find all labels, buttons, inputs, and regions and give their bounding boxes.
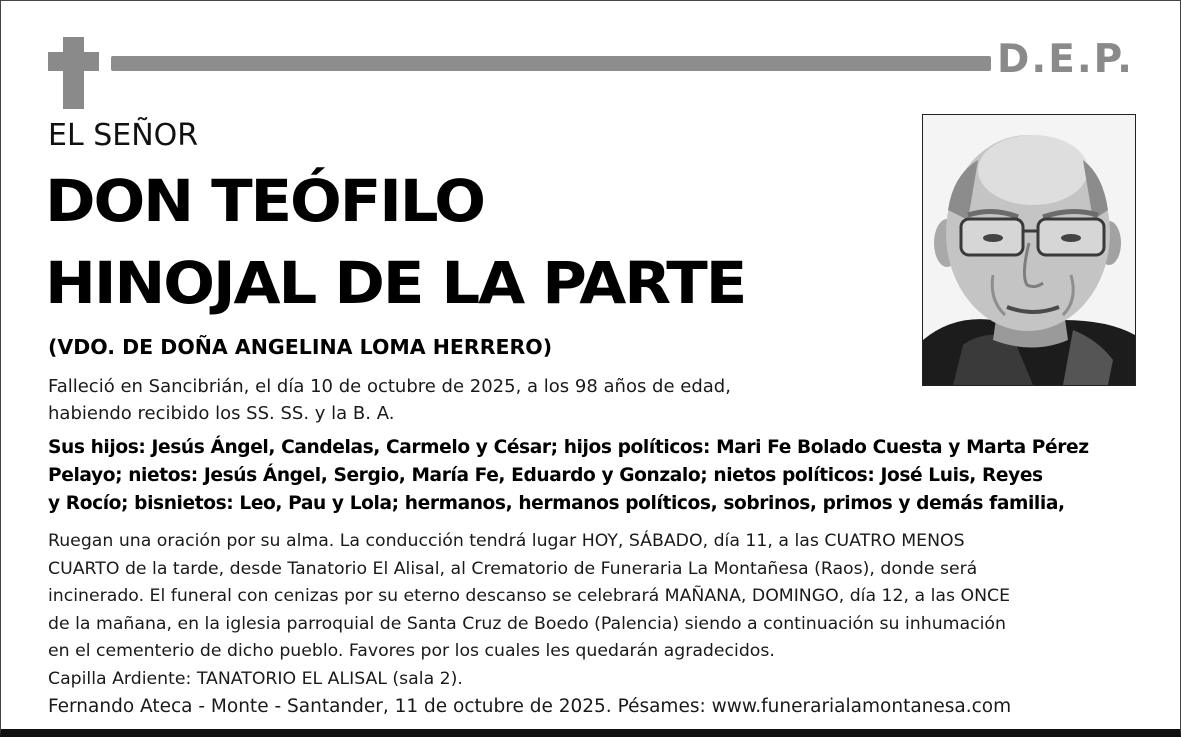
deceased-name-line1: DON TEÓFILO — [45, 167, 484, 235]
death-paragraph — [48, 373, 731, 427]
service-line: en el cementerio de dicho pueblo. Favores por los cuales les quedarán agradecidos. — [48, 641, 775, 661]
cross-icon — [48, 37, 99, 109]
family-line: Pelayo; nietos: Jesús Ángel, Sergio, María Fe, Eduardo y Gonzalo; nietos políticos: José Luis, Reyes — [48, 465, 1043, 486]
service-line: Ruegan una oración por su alma. La conducción tendrá lugar HOY, SÁBADO, día 11, a las CUATRO MENOS — [48, 531, 965, 551]
family-paragraph — [48, 434, 1089, 518]
header-rule — [111, 56, 991, 71]
family-line: Sus hijos: Jesús Ángel, Candelas, Carmelo y César; hijos políticos: Mari Fe Bolado Cuesta y Marta Pérez — [48, 437, 1089, 458]
service-line: CUARTO de la tarde, desde Tanatorio El Alisal, al Crematorio de Funeraria La Montañesa (Raos), donde será — [48, 558, 978, 579]
deceased-portrait — [922, 114, 1136, 386]
footer-line: Fernando Ateca - Monte - Santander, 11 de octubre de 2025. Pésames: www.funerarialamontanesa.com — [48, 696, 1012, 717]
deceased-name-line2: HINOJAL DE LA PARTE — [45, 249, 746, 317]
service-paragraph — [48, 528, 1010, 693]
dep-label: D.E.P. — [997, 37, 1134, 82]
service-line: de la mañana, en la iglesia parroquial de Santa Cruz de Boedo (Palencia) siendo a continuación su inhumación — [48, 613, 1006, 634]
death-line: Falleció en Sancibrián, el día 10 de octubre de 2025, a los 98 años de edad, — [48, 376, 731, 397]
service-line: incinerado. El funeral con cenizas por su eterno descanso se celebrará MAÑANA, DOMINGO, día 12, a las ONCE — [48, 586, 1011, 606]
family-line: y Rocío; bisnietos: Leo, Pau y Lola; hermanos, hermanos políticos, sobrinos, primos y demás familia, — [48, 493, 1065, 514]
spouse-line: (VDO. DE DOÑA ANGELINA LOMA HERRERO) — [48, 335, 553, 359]
chapel-line: Capilla Ardiente: TANATORIO EL ALISAL (sala 2). — [48, 668, 463, 689]
death-line: habiendo recibido los SS. SS. y la B. A. — [48, 403, 395, 424]
salutation: EL SEÑOR — [48, 118, 199, 153]
